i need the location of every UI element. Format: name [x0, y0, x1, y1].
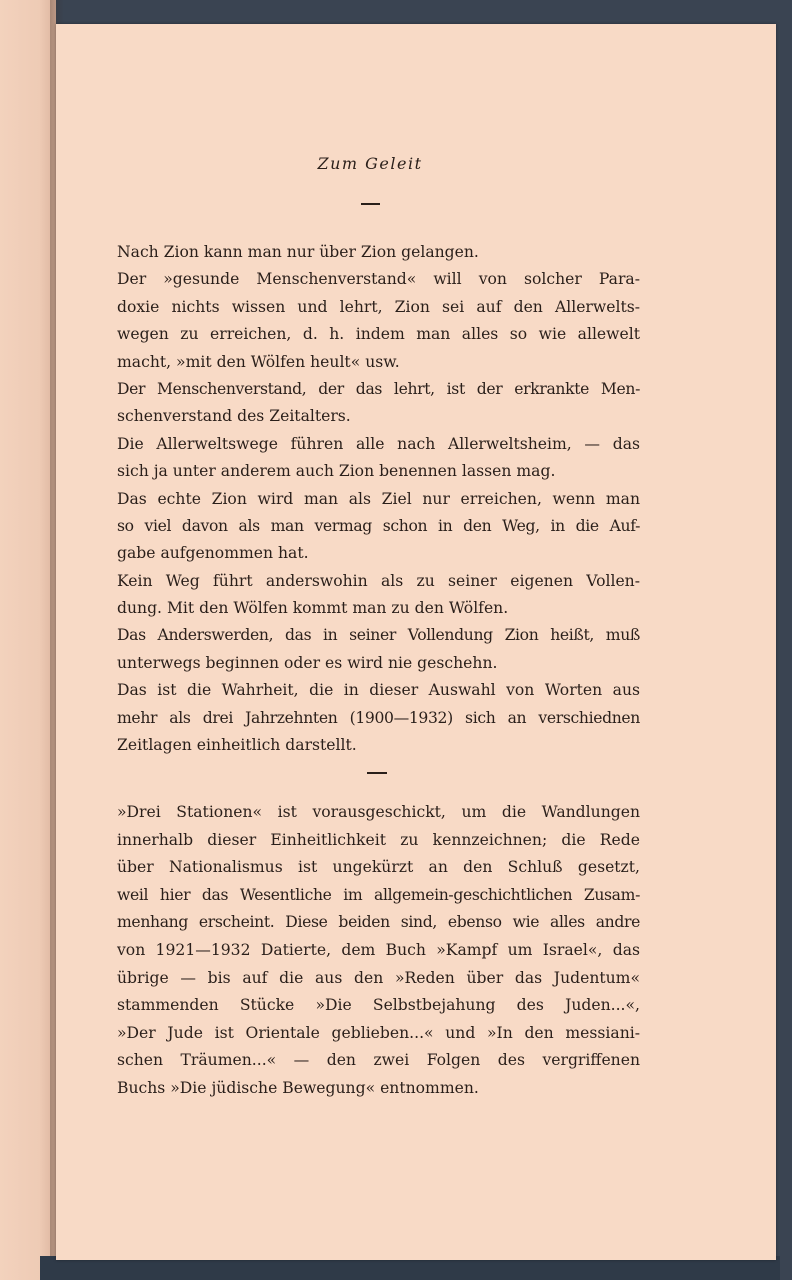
text-line: Zeitlagen einheitlich darstellt. [117, 736, 357, 755]
text-line: gabe aufgenommen hat. [117, 544, 309, 563]
text-line: unterwegs beginnen oder es wird nie geschehn. [117, 653, 498, 672]
text-line: »Drei Stationen« ist vorausgeschickt, um die Wandlungen [117, 803, 640, 821]
text-line: innerhalb dieser Einheitlichkeit zu kennzeichnen; die Rede [117, 830, 640, 849]
text-line: übrige — bis auf die aus den »Reden über das Judentum« [117, 968, 640, 987]
text-line: mehr als drei Jahrzehnten (1900—1932) sich an verschiednen [117, 708, 640, 727]
text-line: wegen zu erreichen, d. h. indem man alles so wie allewelt [117, 325, 640, 344]
text-line: schen Träumen...« — den zwei Folgen des vergriffenen [117, 1051, 640, 1070]
text-line: schenverstand des Zeitalters. [117, 407, 351, 426]
text-line: macht, »mit den Wölfen heult« usw. [117, 352, 400, 371]
text-line: so viel davon als man vermag schon in den Weg, in die Auf- [117, 516, 640, 535]
text-line: Die Allerweltswege führen alle nach Allerweltsheim, — das [117, 434, 640, 453]
text-line: »Der Jude ist Orientale geblieben...« und »In den messiani- [117, 1023, 640, 1042]
page-heading: Zum Geleit [317, 154, 423, 173]
heading-rule [361, 203, 380, 205]
text-line: Der »gesunde Menschenverstand« will von solcher Para- [117, 270, 640, 289]
text-line: Das ist die Wahrheit, die in dieser Auswahl von Worten aus [117, 681, 640, 700]
text-line: von 1921—1932 Datierte, dem Buch »Kampf um Israel«, das [117, 940, 640, 959]
section-rule [367, 772, 387, 774]
text-line: Buchs »Die jüdische Bewegung« entnommen. [117, 1078, 479, 1097]
text-line: dung. Mit den Wölfen kommt man zu den Wölfen. [117, 599, 509, 618]
text-line: Nach Zion kann man nur über Zion gelangen. [117, 243, 479, 261]
text-line: Kein Weg führt anderswohin als zu seiner eigenen Vollen- [117, 571, 640, 590]
text-line: Der Menschenverstand, der das lehrt, ist der erkrankte Men- [117, 379, 640, 398]
text-line: Das echte Zion wird man als Ziel nur erreichen, wenn man [117, 489, 640, 508]
text-line: sich ja unter anderem auch Zion benennen lassen mag. [117, 462, 556, 481]
note-text [117, 799, 640, 1103]
text-line: Das Anderswerden, das in seiner Vollendung Zion heißt, muß [117, 626, 640, 645]
book-page [56, 24, 776, 1260]
facing-page-edge [0, 0, 56, 1280]
text-line: über Nationalismus ist ungekürzt an den Schluß gesetzt, [117, 858, 640, 877]
intro-text [117, 239, 640, 759]
text-line: stammenden Stücke »Die Selbstbejahung des Juden...«, [117, 996, 640, 1015]
text-line: doxie nichts wissen und lehrt, Zion sei auf den Allerwelts- [117, 297, 640, 316]
text-line: menhang erscheint. Diese beiden sind, ebenso wie alles andre [117, 913, 640, 932]
text-line: weil hier das Wesentliche im allgemein-geschichtlichen Zusam- [117, 885, 640, 904]
